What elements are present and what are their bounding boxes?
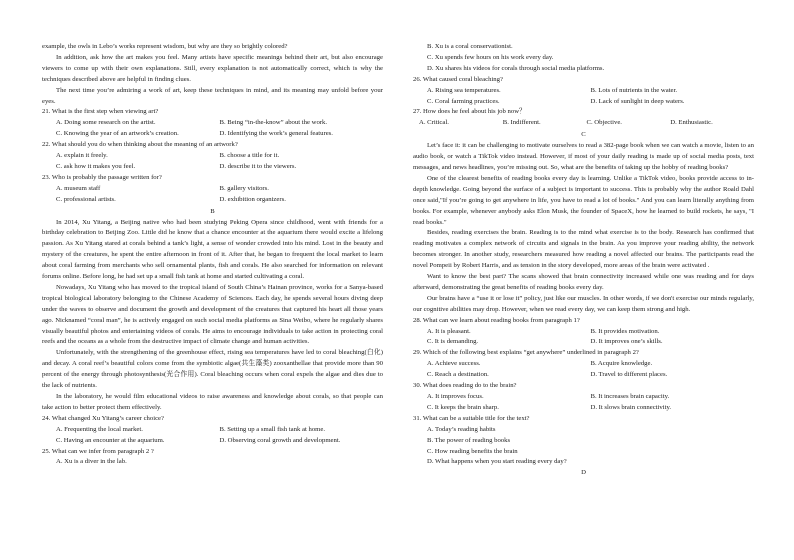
right-column xyxy=(413,42,754,479)
option-d: D. Travel to different places. xyxy=(590,371,668,379)
option-c: C. How reading benefits the brain xyxy=(427,447,518,455)
question-28-options xyxy=(413,327,754,349)
option-d: D. describe it to the viewers. xyxy=(219,162,297,170)
question-26-stem: 26. What caused coral bleaching? xyxy=(413,75,503,83)
option-d: D. Identifying the work’s general features. xyxy=(219,130,333,138)
passage-a-paragraph: In addition, ask how the art makes you feel. Many artists have specific meanings behind their art, but also encourage viewers to come up with their own explanations. Still, every explanation is not automatically correct, which is why the techniques described above are helpful in finding clues. xyxy=(42,53,383,83)
question-28-stem: 28. What can we learn about reading books from paragraph 1? xyxy=(413,316,580,324)
option-b: B. Setting up a small fish tank at home. xyxy=(219,425,326,433)
option-d: D. What happens when you start reading every day? xyxy=(427,458,567,466)
option-b: B. Acquire knowledge. xyxy=(590,360,653,368)
option-a: A. Achieve success. xyxy=(427,360,481,368)
option-b: B. It increases brain capacity. xyxy=(590,393,670,400)
question-27-stem: 27. How does he feel about his job now？ xyxy=(413,108,526,116)
option-a: A. Xu is a diver in the lab. xyxy=(56,458,127,466)
option-c: C. It keeps the brain sharp. xyxy=(427,403,499,411)
option-a: A. Today’s reading habits xyxy=(427,425,496,433)
option-d: D. Xu shares his videos for corals through social media platforms. xyxy=(427,64,605,72)
option-a: A. It improves focus. xyxy=(427,393,484,400)
question-26-options xyxy=(413,86,754,108)
passage-b-paragraph: Unfortunately, with the strengthening of the greenhouse effect, rising sea temperatures have led to coral bleaching(白化) and decay. A coral reef’s beautiful colors come from the symbiotic algae(共生藻类) zooxanthellae that provide more than 90 percent of the energy through photosynthesis(光合作用). Coral bleaching occurs when coral expels the algae and dies due to the lack of nutrients. xyxy=(42,349,383,390)
passage-c-paragraph: Our brains have a “use it or lose it” policy, just like our muscles. In other words, if we don't exercise our minds regularly, our cognitive abilities may drop. However, when we read every day, we can keep them strong and high. xyxy=(413,294,754,313)
option-b: B. The power of reading books xyxy=(427,436,511,444)
passage-b-paragraph: In 2014, Xu Yitang, a Beijing native who had been studying Peking Opera since childhood, went with friends for a birthday celebration to Beijing Zoo. Little did he know that a chance encounter at the aquarium there would excite a lifelong passion. As Xu Yitang stared at corals behind a tank’s light, a sense of wonder crowded into his mind. Lost in the beauty and mystery of the creatures, he spent the entire afternoon in front of it. After that, he began to frequent the local market to learn about coral farming from merchants who sell ornamental plants, fish and corals. He also searched for information on relevant forums online. Before long, he had set up a small fish tank at home and started cultivating a coral. xyxy=(42,218,383,281)
option-b: B. It provides motivation. xyxy=(590,327,660,335)
section-d-heading: D xyxy=(581,469,586,477)
option-a: A. Frequenting the local market. xyxy=(56,425,143,433)
question-30-stem: 30. What does reading do to the brain? xyxy=(413,382,517,390)
section-c-heading: C xyxy=(581,131,586,139)
passage-a-ending: example, the owls in Lebo’s works represent wisdom, but why are they so brightly colored? xyxy=(42,43,288,50)
option-d: D. It improves one’s skills. xyxy=(590,338,663,346)
passage-b-paragraph: Nowadays, Xu Yitang who has moved to the tropical island of South China’s Hainan province, works for a Sanya-based tropical biological laboratory belonging to the Chinese Academy of Sciences. Each day, he spends several hours diving deep under the waves to observe and document the growth and development of the creatures that captured his heart all those years ago. Nicknamed “coral man”, he is actively engaged on such social media platforms as Sina Weibo, where he regularly shares visually beautiful photos and entertaining videos of corals. He aims to encourage individuals to take action in protecting coral reefs and the oceans as a whole from the destructive impact of climate change and human activities. xyxy=(42,283,383,346)
question-22-options xyxy=(42,151,383,173)
question-22-stem: 22. What should you do when thinking about the meaning of an artwork? xyxy=(42,141,238,149)
question-23-stem: 23. Who is probably the passage written for? xyxy=(42,173,162,181)
option-a: A. museum staff xyxy=(56,184,101,192)
passage-c-paragraph: Besides, reading exercises the brain. Reading is to the mind what exercise is to the body. Research has confirmed that reading motivates a complex network of circuits and signals in the brain. As you improve your reading ability, the network becomes stronger. In another study, researchers measured how reading a novel affected our brains. The participants read the novel Pompeii by Robert Harris, and as tension in the story developed, more areas of the brain were activated . xyxy=(413,229,754,270)
passage-c-paragraph: Let’s face it: it can be challenging to motivate ourselves to read a 382-page book when we can watch a movie, listen to an audio book, or watch a TikTok video instead. However, if most of your daily reading is made up of social media posts, text messages, and news headlines, you’re missing out. So, what are the benefits of taking up the hobby of reading books? xyxy=(413,142,754,171)
section-b-heading: B xyxy=(210,207,215,215)
question-31-stem: 31. What can be a suitable title for the text? xyxy=(413,414,530,422)
option-b: B. Being “in-the-know” about the work. xyxy=(219,119,328,127)
option-d: D. Observing coral growth and development. xyxy=(219,436,341,444)
passage-c-paragraph: One of the clearest benefits of reading books every day is learning. Unlike a TikTok video, books provide access to in-depth knowledge. Going beyond the surface of a subject is important to success. This is probably why the author Roald Dahl once said,"If you’re going to get anywhere in life, you have to read a lot of books." And you can learn literally anything from books. For example, whenever anybody asks Elon Musk, the founder of SpaceX, how he learned to build rockets, he says, "I read books." xyxy=(413,174,754,226)
left-column xyxy=(42,42,383,468)
option-c: C. Coral farming practices. xyxy=(427,97,500,105)
option-c: C. Reach a destination. xyxy=(427,371,489,379)
passage-c-paragraph: Want to know the best part? The scans showed that brain connectivity increased while one was reading and for days afterward, demonstrating the great benefits of reading books every day. xyxy=(413,273,754,291)
option-d: D. exhibition organizers. xyxy=(219,195,286,203)
question-24-stem: 24. What changed Xu Yitang’s career choice? xyxy=(42,414,164,422)
passage-a-paragraph: The next time you’re admiring a work of art, keep these techniques in mind, and its meaning may unfold before your eyes. xyxy=(42,86,383,105)
option-b: B. gallery visitors. xyxy=(219,184,269,192)
option-d: D. It slows brain connectivity. xyxy=(590,403,672,411)
option-c: C. Knowing the year of an artwork’s creation. xyxy=(56,130,179,138)
option-c: C. professional artists. xyxy=(56,195,116,203)
option-a: A. Rising sea temperatures. xyxy=(427,86,501,94)
option-a: A. Critical. xyxy=(419,119,449,127)
option-c: C. ask how it makes you feel. xyxy=(56,162,136,170)
option-a: A. explain it freely. xyxy=(56,152,108,160)
question-21-stem: 21. What is the first step when viewing art? xyxy=(42,108,159,116)
question-30-options xyxy=(413,392,754,414)
option-b: B. Lots of nutrients in the water. xyxy=(590,86,678,94)
question-29-options xyxy=(413,359,754,381)
option-d: D. Lack of sunlight in deep waters. xyxy=(590,97,685,105)
option-b: B. choose a title for it. xyxy=(219,152,280,160)
option-b: B. Xu is a coral conservationist. xyxy=(427,43,513,50)
question-27-options xyxy=(413,118,754,129)
question-25-stem: 25. What can we infer from paragraph 2 ? xyxy=(42,447,154,455)
passage-b-paragraph: In the laboratory, he would film educational videos to raise awareness and knowledge about corals, so that people can take action to better protect them effectively. xyxy=(42,393,383,411)
option-b: B. Indifferent. xyxy=(502,119,541,127)
option-a: A. Doing some research on the artist. xyxy=(56,119,156,127)
option-c: C. Xu spends few hours on his work every day. xyxy=(427,53,554,61)
option-a: A. It is pleasant. xyxy=(427,327,471,335)
option-c: C. Objective. xyxy=(586,119,622,127)
question-21-options xyxy=(42,118,383,140)
question-24-options xyxy=(42,425,383,447)
option-c: C. It is demanding. xyxy=(427,338,479,346)
option-d: D. Enthusiastic. xyxy=(670,119,713,127)
question-29-stem: 29. Which of the following best explains “get anywhere” underlined in paragraph 2? xyxy=(413,349,639,357)
option-c: C. Having an encounter at the aquarium. xyxy=(56,436,165,444)
question-23-options xyxy=(42,184,383,206)
